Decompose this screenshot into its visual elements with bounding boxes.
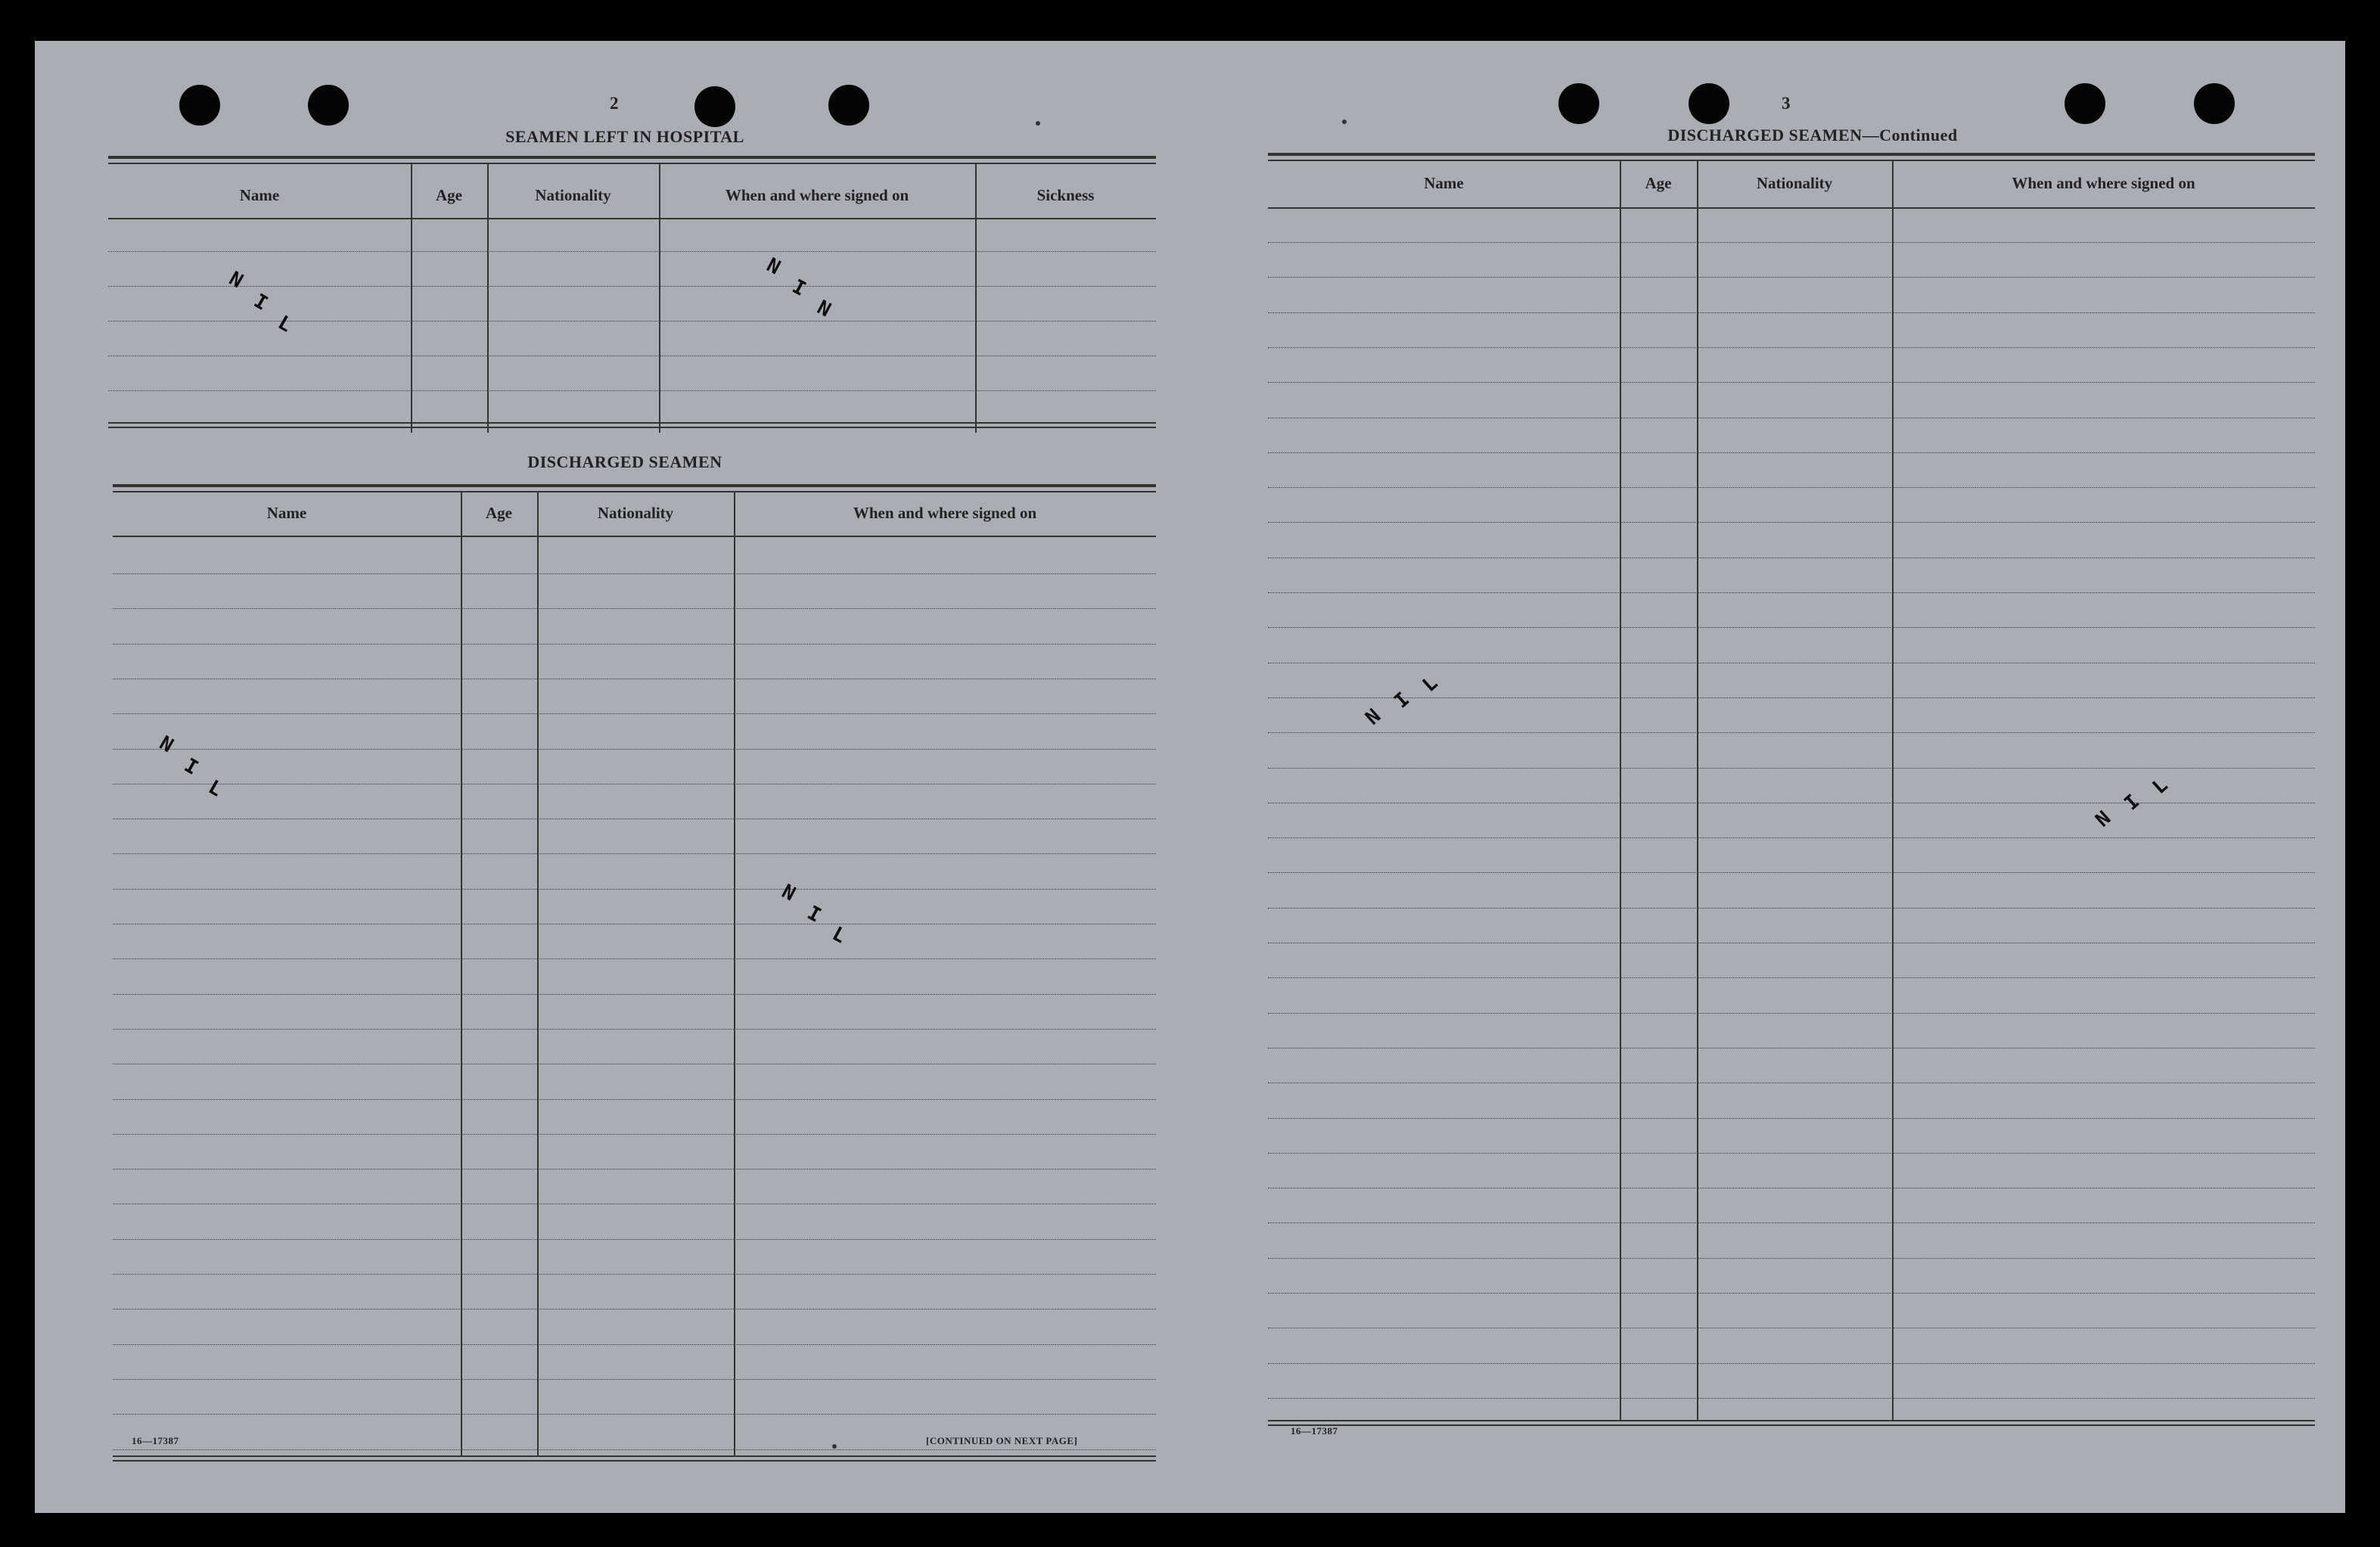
form-number-right: 16—17387 (1291, 1425, 1338, 1437)
column-divider (1892, 161, 1894, 1420)
ruled-line (1268, 872, 2315, 873)
ruled-line (1268, 487, 2315, 488)
table-bottom-rule (113, 1455, 1156, 1462)
ruled-line (1268, 1363, 2315, 1364)
discharged-continued-title (1548, 126, 2077, 145)
nil-stamp: NIL (225, 267, 296, 337)
discharged-section-title: DISCHARGED SEAMEN (527, 452, 722, 471)
ruled-line (1268, 382, 2315, 383)
table-bottom-rule (108, 422, 1156, 428)
nil-stamp: NIL (1361, 672, 1443, 730)
page-number-left: 2 (610, 94, 619, 113)
nil-stamp: NIL (155, 732, 226, 802)
punch-hole (828, 85, 869, 126)
ruled-line (1268, 592, 2315, 593)
punch-hole (1689, 83, 1729, 124)
punch-hole (308, 85, 349, 126)
column-divider (461, 492, 462, 1456)
nil-stamp: NIL (778, 880, 850, 949)
column-header-sickness: Sickness (1036, 186, 1095, 204)
ruled-line (113, 853, 1156, 854)
table-top-rule (1268, 153, 2315, 161)
header-underline (108, 218, 1156, 219)
punch-hole (179, 85, 220, 126)
table-top-rule (108, 156, 1156, 164)
column-header-age: Age (436, 186, 462, 204)
ruled-line (1268, 1118, 2315, 1119)
table-bottom-rule (1268, 1420, 2315, 1426)
column-header-when-where: When and where signed on (725, 186, 909, 204)
ruled-line (1268, 1258, 2315, 1259)
ruled-line (113, 1379, 1156, 1380)
ruled-line (113, 1099, 1156, 1100)
header-underline (113, 536, 1156, 537)
ruled-line (113, 644, 1156, 645)
speck (1342, 120, 1347, 124)
column-divider (537, 492, 539, 1456)
column-header-when-where: When and where signed on (853, 504, 1037, 522)
punch-hole (1558, 83, 1599, 124)
column-header-nationality: Nationality (597, 504, 674, 522)
ruled-line (1268, 1153, 2315, 1154)
speck (1036, 121, 1040, 126)
ruled-line (113, 1169, 1156, 1170)
ruled-line (113, 713, 1156, 714)
ruled-line (113, 1239, 1156, 1240)
punch-hole (2065, 83, 2105, 124)
ruled-line (113, 1344, 1156, 1345)
punch-hole (2194, 83, 2235, 124)
ruled-line (1268, 242, 2315, 243)
continued-note: [CONTINUED ON NEXT PAGE] (926, 1435, 1078, 1446)
document-sheet (35, 41, 2345, 1513)
column-divider (411, 164, 412, 433)
ruled-line (1268, 837, 2315, 838)
ruled-line (1268, 732, 2315, 733)
ruled-line (1268, 452, 2315, 453)
ruled-line (1268, 1222, 2315, 1223)
ruled-line (113, 1274, 1156, 1275)
column-divider (975, 164, 977, 433)
ruled-line (113, 1449, 1156, 1450)
ruled-line (1268, 522, 2315, 523)
table-top-rule (113, 484, 1156, 492)
ruled-line (1268, 312, 2315, 313)
ruled-line (113, 749, 1156, 750)
page-number-right: 3 (1782, 94, 1791, 113)
column-divider (487, 164, 489, 433)
column-header-name: Name (239, 186, 280, 204)
ruled-line (1268, 768, 2315, 769)
ruled-line (1268, 347, 2315, 348)
ruled-line (1268, 1013, 2315, 1014)
discharged-table-left (113, 484, 1156, 1463)
ruled-line (113, 1414, 1156, 1415)
ruled-line (1268, 277, 2315, 278)
column-header-age: Age (1645, 174, 1672, 192)
column-divider (659, 164, 660, 433)
ruled-line (113, 573, 1156, 574)
ruled-line (1268, 908, 2315, 909)
column-divider (1697, 161, 1698, 1420)
form-number-left: 16—17387 (132, 1435, 179, 1446)
ruled-line (1268, 977, 2315, 978)
title-main: DISCHARGED SEAMEN (1667, 126, 1863, 144)
ruled-line (1268, 627, 2315, 628)
discharged-table-right (1268, 153, 2315, 1450)
column-header-nationality: Nationality (1756, 174, 1833, 192)
column-header-name: Name (1424, 174, 1464, 192)
ruled-line (113, 958, 1156, 959)
column-header-when-where: When and where signed on (2012, 174, 2195, 192)
ruled-line (113, 994, 1156, 995)
title-continued: —Continued (1862, 126, 1958, 144)
ruled-line (113, 608, 1156, 609)
column-divider (734, 492, 735, 1456)
ruled-line (1268, 1398, 2315, 1399)
header-underline (1268, 207, 2315, 209)
hospital-section-title: SEAMEN LEFT IN HOSPITAL (505, 127, 744, 146)
ruled-line (113, 889, 1156, 890)
column-header-age: Age (486, 504, 512, 522)
punch-hole (694, 86, 735, 127)
ruled-line (113, 1134, 1156, 1135)
nil-stamp: NIL (2091, 774, 2173, 832)
column-header-name: Name (266, 504, 307, 522)
column-divider (1620, 161, 1621, 1420)
column-header-nationality: Nationality (535, 186, 611, 204)
nil-stamp: NIN (763, 253, 835, 322)
ruled-line (1268, 1293, 2315, 1294)
ruled-line (113, 1029, 1156, 1030)
